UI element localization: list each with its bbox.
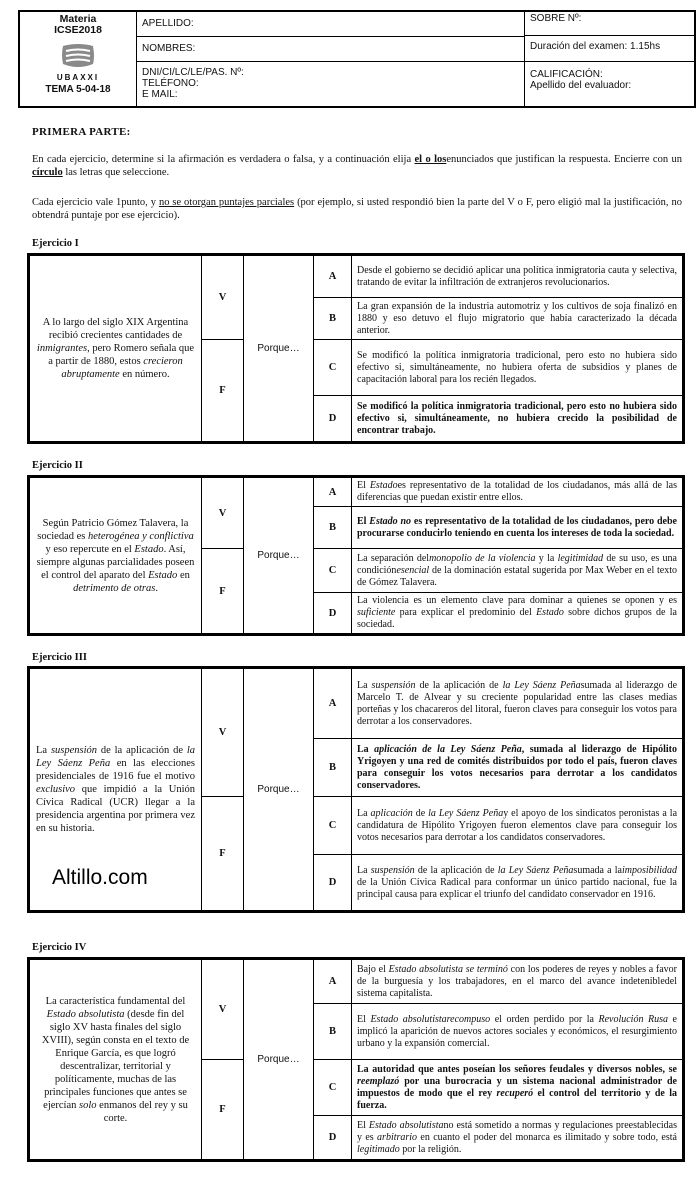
stmt-text: en las elecciones presidenciales de 1916 fue el motivo (36, 758, 195, 782)
stmt-text: A lo largo del siglo XIX Argentina recibió crecientes cantidades de (42, 317, 189, 341)
opt-italic: recompuso (446, 1013, 491, 1025)
exercise-statement (30, 256, 202, 442)
opt-text: sobre dichos grupos de la sociedad. (357, 607, 677, 630)
option-d-text (352, 1116, 683, 1160)
stmt-text: de la aplicación de (97, 745, 187, 756)
stmt-text: . (155, 582, 158, 594)
dni-label: DNI/CI/LC/LE/PAS. Nº: (142, 67, 244, 78)
opt-text: es representativo de la totalidad de los ciudadanos, pero debe procurarse conducirlo teniendo en cuenta los intereses de toda la sociedad. (357, 515, 677, 539)
opt-italic: Estado no (369, 515, 412, 527)
option-c-letter[interactable]: C (314, 797, 352, 855)
opt-text: del sistema capitalista. (357, 975, 677, 999)
option-d-letter[interactable]: D (314, 855, 352, 911)
opt-italic: Estado absolutista (368, 1119, 444, 1131)
option-c-text (352, 1060, 683, 1116)
stmt-italic: solo (79, 1099, 97, 1111)
opt-text: no está sometido a normas y regulaciones preestablecidas y es (357, 1119, 677, 1143)
opt-text: La (357, 807, 371, 819)
tema-code: TEMA 5-04-18 (45, 84, 111, 95)
exercise-3-label: Ejercicio III (32, 652, 87, 663)
opt-italic: aplicación de la Ley Sáenz Peña (374, 743, 522, 755)
option-a-letter[interactable]: A (314, 478, 352, 507)
opt-text: de la aplicación de (415, 679, 503, 691)
opt-text: de (412, 807, 429, 819)
opt-italic: Estado absolutista (370, 1013, 447, 1025)
opt-text: sumada al liderazgo de Marcelo T. de Alvear y su creciente popularidad entre las clases medias porteñas y los chacareros del litoral, fueron claves para conseguir los votos para derrotar a los conservadores. (357, 679, 678, 727)
sobre-field[interactable]: SOBRE Nº: (525, 12, 694, 36)
scoring-text: Cada ejercicio vale 1punto, y (32, 197, 159, 208)
stmt-italic: Estado absolutista (46, 1008, 125, 1020)
instr-text: las letras que seleccione. (62, 167, 170, 178)
opt-text: La autoridad que antes poseían los señores feudales y diversos nobles, se (357, 1063, 677, 1075)
option-c-text: Se modificó la política inmigratoria tradicional, pero esto no hubiera sido efectivo si, simultáneamente, no hubiera oferta de subsidios y planes de capacitación laboral para los recién llegados. (352, 340, 683, 396)
stmt-text: , pero Romero señala que a partir de 1880, estos (48, 343, 195, 367)
opt-text: en cuanto el poder del monarca es ilimitado y sobre todo, está (417, 1131, 677, 1143)
true-option[interactable]: V (202, 960, 244, 1060)
false-option[interactable]: F (202, 549, 244, 634)
true-option[interactable]: V (202, 256, 244, 340)
stmt-italic: suspensión (50, 745, 98, 756)
option-b-text (352, 507, 683, 549)
stmt-text: en (177, 569, 190, 581)
option-a-letter[interactable]: A (314, 960, 352, 1004)
porque-label: Porque… (244, 960, 314, 1160)
opt-italic: la Ley Sáenz Peña (428, 807, 504, 819)
opt-text: con los poderes de reyes y nobles a favor de la burguesía y los trabajadores, en el marco del avance indetenible (357, 963, 677, 987)
opt-text: de la Unión Cívica Radical para conformar un único partido nacional, fue la principal causa para explicar el triunfo del candidato conservador en 1916. (357, 876, 677, 900)
instr-text: En cada ejercicio, determine si la afirmación es verdadera o falsa, y a continuación elija (32, 154, 415, 165)
section-title: PRIMERA PARTE: (32, 126, 131, 138)
stmt-text: (desde fin del siglo XV hasta finales del siglo XVIII), según consta en el texto de Enrique García, es que logró descentralizar, territorial y políticamente, muchas de las principales funciones que antes se ejercían (41, 1008, 190, 1111)
exam-header (18, 10, 696, 108)
opt-italic: suspensión (371, 679, 416, 691)
exercise-1-table (27, 253, 685, 444)
exam-info (525, 12, 694, 106)
exercise-statement (30, 478, 202, 634)
porque-label: Porque… (244, 478, 314, 634)
true-option[interactable]: V (202, 478, 244, 549)
calificacion-label: CALIFICACIÓN: (530, 69, 603, 80)
opt-text: de la aplicación de (414, 864, 498, 876)
instructions-paragraph (32, 153, 682, 179)
stmt-italic: exclusivo (36, 784, 76, 795)
stmt-italic: la Ley Sáenz Peña (36, 745, 196, 769)
opt-text: La (357, 679, 372, 691)
stmt-italic: heterogénea y conflictiva (88, 530, 194, 542)
opt-text: de la dominación estatal sugerida por Max Weber en el texto de Gómez Talavera. (357, 564, 677, 588)
option-c-text (352, 549, 683, 593)
exercise-4-label: Ejercicio IV (32, 942, 87, 953)
stmt-italic: inmigrantes (36, 343, 88, 354)
stmt-italic: detrimento de otras (73, 582, 156, 594)
evaluador-label: Apellido del evaluador: (530, 80, 632, 91)
opt-italic: legitimado (357, 1143, 400, 1155)
option-d-letter[interactable]: D (314, 396, 352, 442)
opt-italic: Estado (369, 480, 398, 491)
opt-italic: suficiente (357, 607, 396, 618)
stmt-text: en número. (119, 369, 170, 380)
stmt-italic: Estado (134, 543, 164, 555)
option-a-text (352, 669, 683, 739)
option-a-text (352, 960, 683, 1004)
opt-text: por una burocracia y un sistema nacional administrador de impuestos de modo que el rey (357, 1075, 677, 1099)
option-d-text (352, 593, 683, 634)
option-a-text: Desde el gobierno se decidió aplicar una política inmigratoria cauta y selectiva, tratando de evitar la infiltración de extranjeros revolucionarios. (352, 256, 683, 298)
opt-italic: monopolio de la violencia (429, 552, 536, 564)
option-d-letter[interactable]: D (314, 1116, 352, 1160)
scoring-emphasis: no se otorgan puntajes parciales (158, 197, 295, 208)
option-a-letter[interactable]: A (314, 669, 352, 739)
option-d-letter[interactable]: D (314, 593, 352, 634)
stmt-text: en (96, 1099, 110, 1111)
opt-text: La (357, 743, 375, 755)
opt-text: La (357, 864, 371, 876)
porque-label: Porque… (244, 669, 314, 911)
option-c-letter[interactable]: C (314, 340, 352, 396)
option-b-letter[interactable]: B (314, 298, 352, 340)
option-a-letter[interactable]: A (314, 256, 352, 298)
opt-italic: arbitrario (377, 1131, 418, 1143)
option-c-letter[interactable]: C (314, 1060, 352, 1116)
option-c-text (352, 797, 683, 855)
ubaxxi-logo-icon (57, 42, 99, 72)
opt-text: y la (535, 552, 558, 564)
telefono-label: TELÉFONO: (142, 78, 199, 89)
opt-text: para explicar el predominio del (395, 607, 537, 618)
opt-text: y el apoyo de los sindicatos peronistas a la candidatura de Hipólito Yrigoyen fueron elementos clave para conseguir los votos necesarios para derrotar a los candidatos conservadores. (357, 807, 678, 843)
stmt-text: . Así, siempre algunas parcialidades poseen el control del aparato del (36, 543, 195, 581)
opt-italic: Estado (536, 607, 564, 618)
stmt-text: y eso repercute en el (45, 543, 135, 555)
option-b-text (352, 1004, 683, 1060)
porque-label: Porque… (244, 256, 314, 442)
false-option[interactable]: F (202, 1060, 244, 1160)
opt-italic: reemplazó (357, 1075, 400, 1087)
stmt-text: que impidió a la Unión Cívica Radical (UCR) llegar a la presidencia argentina por primera vez en su historia. (36, 784, 195, 834)
option-b-text (352, 739, 683, 797)
opt-text: La separación del (357, 552, 430, 564)
contact-field[interactable] (137, 62, 524, 106)
exercise-statement (30, 960, 202, 1160)
logo-text: UBAXXI (56, 73, 100, 82)
opt-italic: legitimidad (557, 552, 604, 564)
watermark-text: Altillo.com (52, 866, 148, 889)
opt-text: es representativo de la totalidad de los ciudadanos, más allá de las diferencias que puedan existir entre ellos. (357, 480, 677, 503)
stmt-text: La (36, 745, 51, 756)
exercise-2-table (27, 475, 685, 636)
opt-italic: esencial (396, 564, 430, 576)
materia-code: ICSE2018 (54, 24, 102, 36)
nombres-field[interactable]: NOMBRES: (137, 37, 524, 62)
opt-text: sumada a la (573, 864, 622, 876)
opt-text: de su uso, es una condición (357, 552, 677, 576)
email-label: E MAIL: (142, 89, 178, 100)
false-option[interactable]: F (202, 340, 244, 442)
opt-text: La violencia es un elemento clave para dominar a quienes se oponen y es (357, 595, 677, 606)
option-b-text: La gran expansión de la industria automotriz y los cultivos de soja finalizó en 1880 y eso detuvo el flujo migratorio que había caracterizado la década anterior. (352, 298, 683, 340)
opt-italic: la Ley Sáenz Peña (502, 679, 581, 691)
scoring-paragraph (32, 196, 682, 222)
opt-text: El (357, 515, 370, 527)
opt-text: Bajo el (357, 963, 389, 975)
opt-italic: suspensión (370, 864, 415, 876)
materia-label: Materia (59, 13, 97, 25)
option-b-letter[interactable]: B (314, 507, 352, 549)
opt-text: e implicó la aparición de nuevos actores sociales y económicos, el resurgimiento urbano y la expansión comercial. (357, 1013, 677, 1049)
opt-text: el control del territorio y de la fuerza. (357, 1087, 677, 1111)
exercise-1-label: Ejercicio I (32, 238, 79, 249)
stmt-text: manos del rey y su corte. (103, 1099, 188, 1124)
option-d-text (352, 855, 683, 911)
opt-italic: Estado absolutista se terminó (388, 963, 508, 975)
opt-text: , sumada al liderazgo de Hipólito Yrigoyen y una red de comités distribuidos por todo el país, fueron claves para conseguir los votos necesarios para derrotar a los candidatos conservadores. (357, 743, 678, 791)
stmt-text: La característica fundamental del (45, 995, 186, 1007)
stmt-text: Según Patricio Gómez Talavera, la sociedad es (37, 517, 189, 542)
opt-text: El (357, 480, 370, 491)
instr-emphasis: el o los (414, 154, 447, 165)
opt-italic: Revolución Rusa (598, 1013, 669, 1025)
calificacion-field[interactable] (525, 62, 694, 106)
opt-text: El (357, 1119, 369, 1131)
option-d-text: Se modificó la política inmigratoria tradicional, pero esto no hubiera sido efectivo si, simultáneamente, no hubiera crecido la posibilidad de encontrar trabajo. (352, 396, 683, 442)
opt-italic: la Ley Sáenz Peña (497, 864, 574, 876)
opt-text: por la religión. (399, 1143, 462, 1155)
scoring-text: (por ejemplo, si usted respondió bien la parte del V o F, pero eligió mal la justificación, no obtendrá puntaje por ese ejercicio). (32, 197, 682, 221)
option-b-letter[interactable]: B (314, 739, 352, 797)
exercise-2-label: Ejercicio II (32, 460, 83, 471)
subject-box (20, 12, 137, 106)
opt-italic: aplicación (370, 807, 413, 819)
option-c-letter[interactable]: C (314, 549, 352, 593)
stmt-italic: Estado (148, 569, 178, 581)
false-option[interactable]: F (202, 797, 244, 911)
instr-text: enunciados que justifican la respuesta. Encierre con un (446, 154, 682, 165)
exercise-4-table (27, 957, 685, 1162)
instr-emphasis: círculo (32, 167, 63, 178)
opt-text: El (357, 1013, 371, 1025)
student-fields (137, 12, 525, 106)
duracion-label: Duración del examen: 1.15hs (525, 36, 694, 62)
stmt-italic: crecieron abruptamente (61, 356, 183, 380)
apellido-field[interactable]: APELLIDO: (137, 12, 524, 37)
option-b-letter[interactable]: B (314, 1004, 352, 1060)
opt-text: el orden perdido por la (490, 1013, 599, 1025)
true-option[interactable]: V (202, 669, 244, 797)
opt-italic: imposibilidad (622, 864, 678, 876)
option-a-text (352, 478, 683, 507)
opt-italic: recuperó (496, 1087, 534, 1099)
